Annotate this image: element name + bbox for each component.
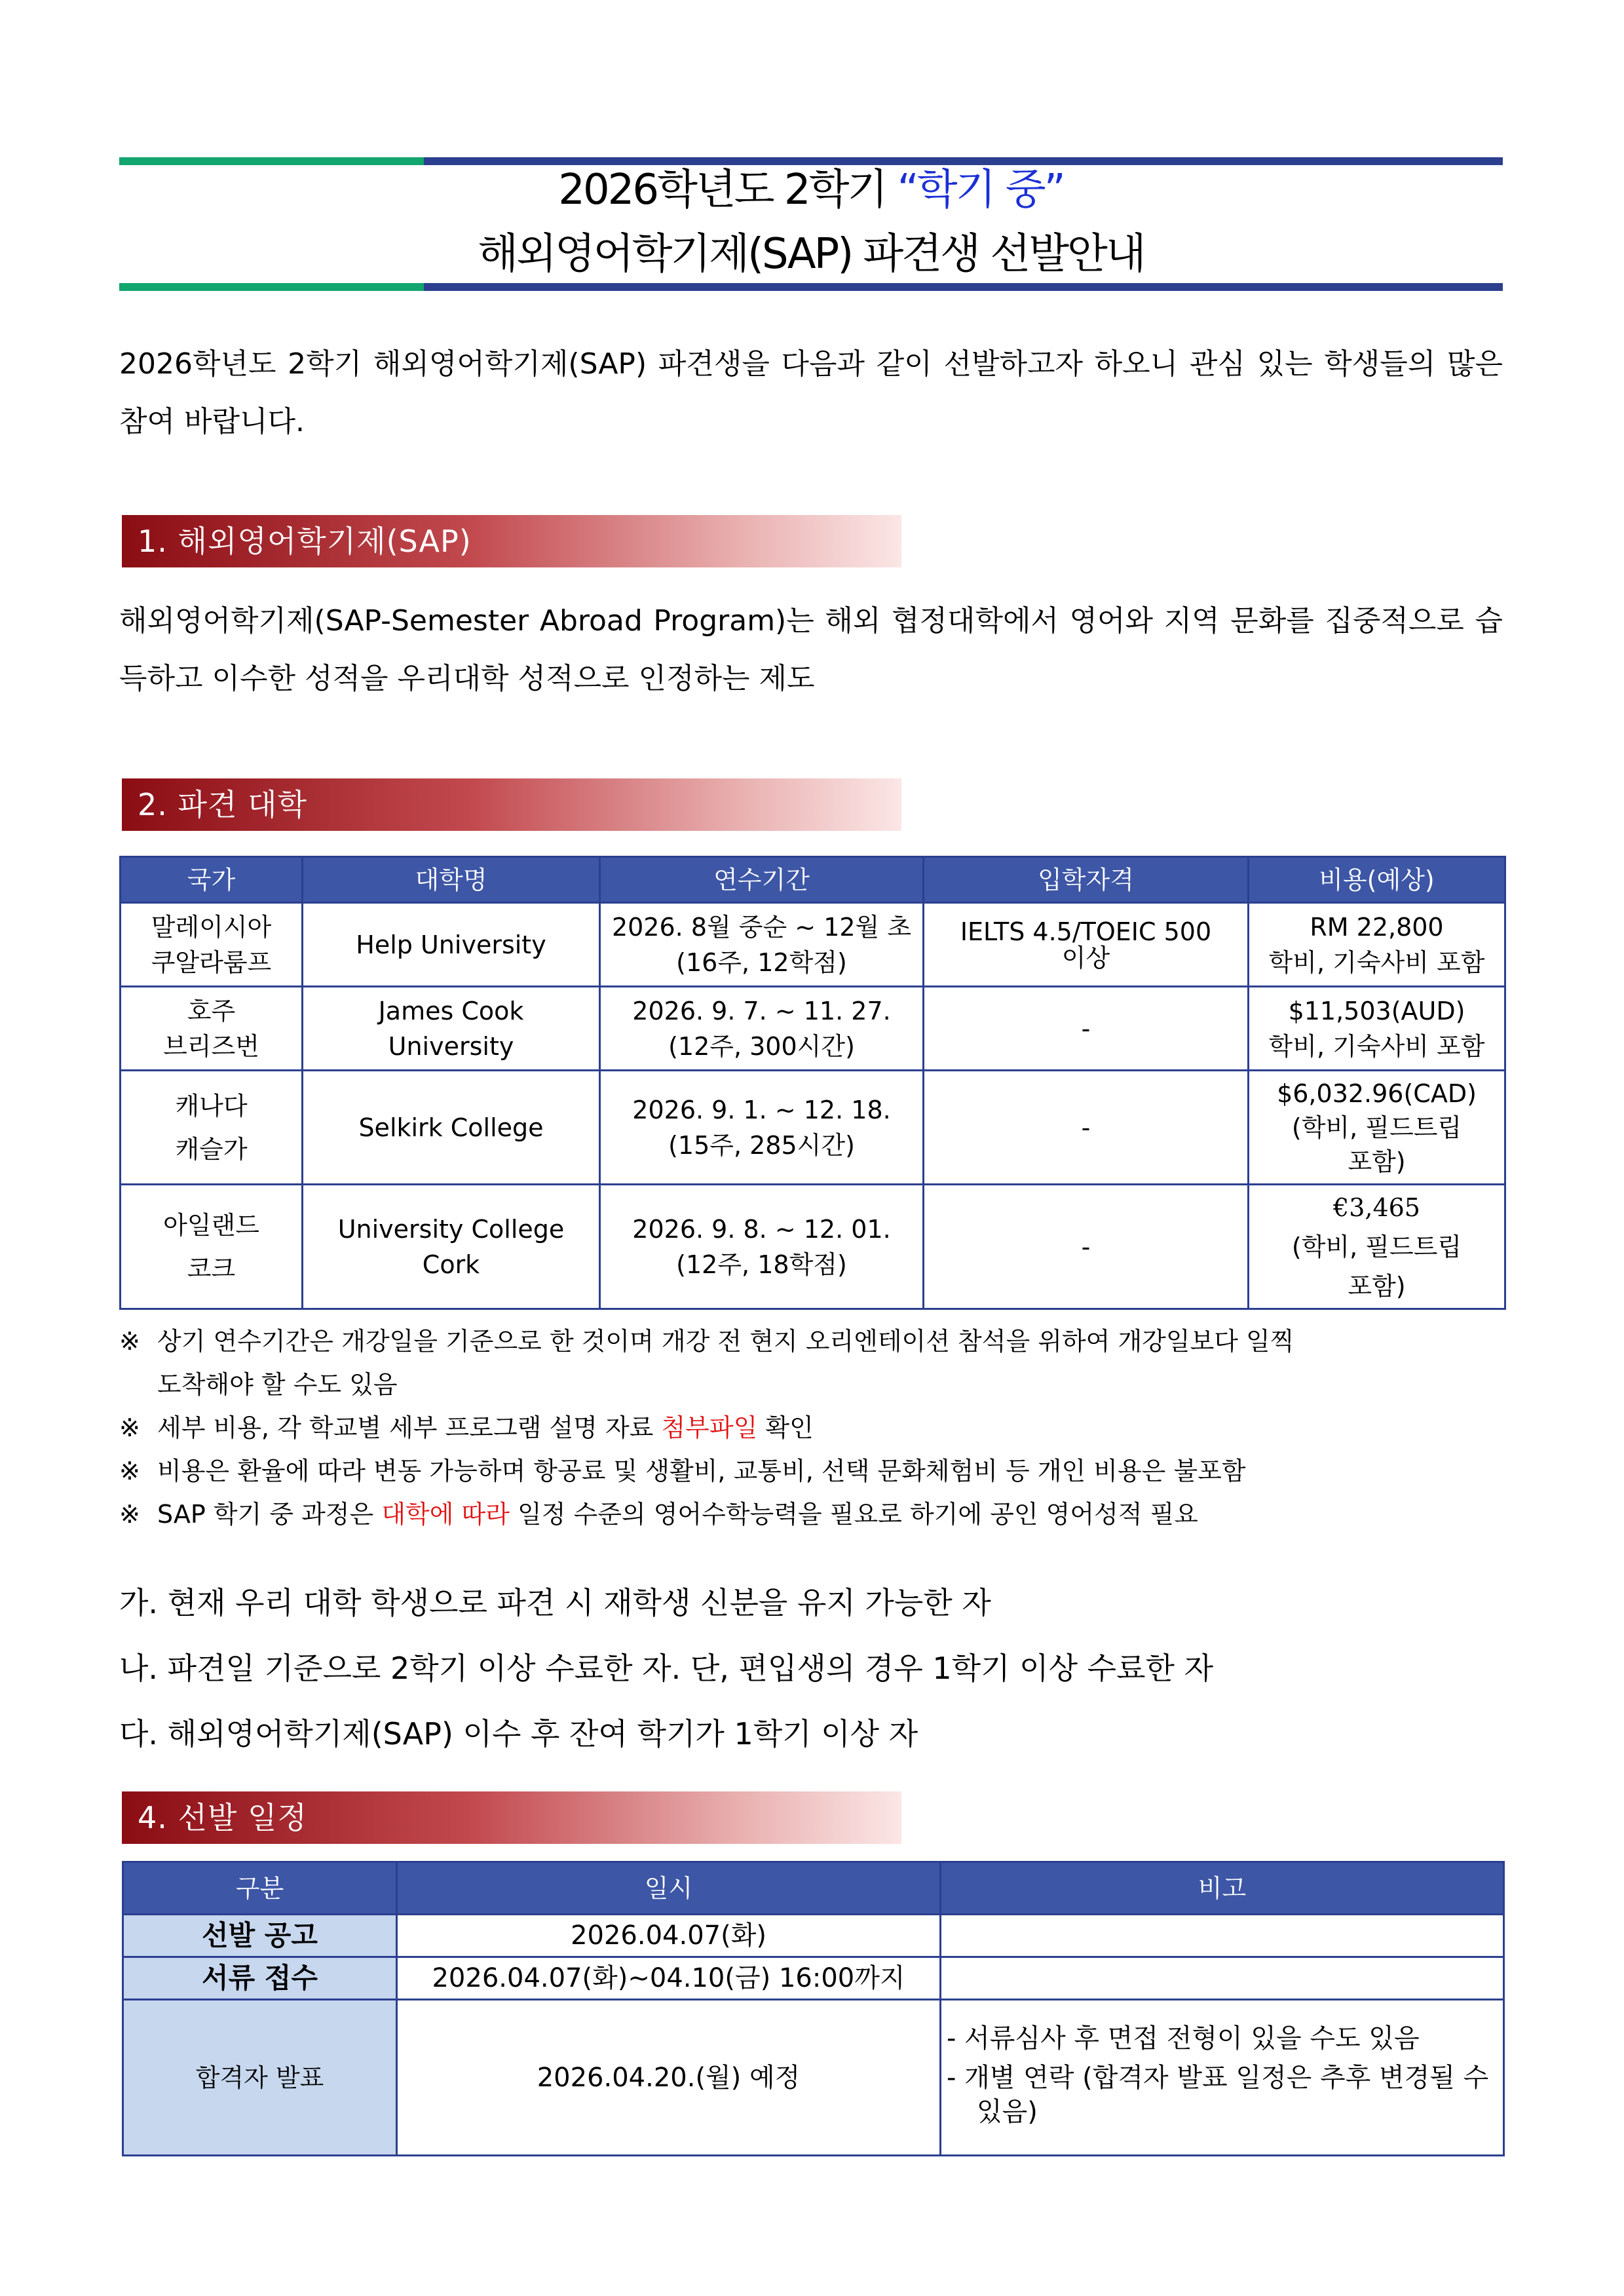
section-heading-sap: 1. 해외영어학기제(SAP) [122,515,901,567]
table-row [121,987,1505,1071]
col-header-cost: 비용(예상) [1249,857,1505,903]
table-header-row [123,1862,1504,1915]
section-heading-schedule: 4. 선발 일정 [122,1791,901,1844]
cell-period: 2026. 8월 중순 ~ 12월 초 (16주, 12학점) [600,903,924,987]
cell-requirement: IELTS 4.5/TOEIC 500 이상 [924,903,1249,987]
table-row [121,1071,1505,1185]
cell-university: Selkirk College [303,1071,600,1185]
cell-university: University College Cork [303,1185,600,1309]
col-header-date: 일시 [397,1862,941,1915]
cell-remarks [941,1957,1504,2000]
cell-remarks: - 서류심사 후 면접 전형이 있을 수도 있음 - 개별 연락 (합격자 발표 일정은 추후 변경될 수 있음) [941,2000,1504,2156]
cell-cost: €3,465 (학비, 필드트립 포함) [1249,1185,1505,1309]
table-row [123,1915,1504,1957]
col-header-requirement: 입학자격 [924,857,1249,903]
col-header-remarks: 비고 [941,1862,1504,1915]
eligibility-b: 나. 파견일 기준으로 2학기 이상 수료한 자. 단, 편입생의 경우 1학기 이상 수료한 자 [119,1651,1214,1686]
cell-period: 2026. 9. 7. ~ 11. 27. (12주, 300시간) [600,987,924,1071]
intro-paragraph: 2026학년도 2학기 해외영어학기제(SAP) 파견생을 다음과 같이 선발하고자 하오니 관심 있는 학생들의 많은 참여 바랍니다. [119,347,1503,438]
cell-country: 캐나다 캐슬가 [121,1071,303,1185]
cell-date: 2026.04.07(화)~04.10(금) 16:00까지 [397,1957,941,2000]
schedule-table [122,1861,1505,2156]
cell-date: 2026.04.20.(월) 예정 [397,2000,941,2156]
eligibility-a: 가. 현재 우리 대학 학생으로 파견 시 재학생 신분을 유지 가능한 자 [119,1585,991,1620]
cell-requirement: - [924,987,1249,1071]
sap-description: 해외영어학기제(SAP-Semester Abroad Program)는 해외 협정대학에서 영어와 지역 문화를 집중적으로 습득하고 이수한 성적을 우리대학 성적으로 인정하는 제도 [119,604,1503,695]
cell-cost: $11,503(AUD) 학비, 기숙사비 포함 [1249,987,1505,1071]
attachment-highlight: 첨부파일 [661,1413,758,1442]
cell-remarks [941,1915,1504,1957]
cell-university: James Cook University [303,987,600,1071]
title-rule-bottom [119,283,1503,291]
title-highlight: “학기 중” [897,166,1064,214]
table-row [121,1185,1505,1309]
eligibility-c: 다. 해외영어학기제(SAP) 이수 후 잔여 학기가 1학기 이상 자 [119,1716,918,1751]
note-period: ※ 상기 연수기간은 개강일을 기준으로 한 것이며 개강 전 현지 오리엔테이션 참석을 위하여 개강일보다 일찍 도착해야 할 수도 있음 [119,1327,1294,1399]
cell-period: 2026. 9. 1. ~ 12. 18. (15주, 285시간) [600,1071,924,1185]
university-table [119,856,1506,1310]
table-row [123,2000,1504,2156]
university-highlight: 대학에 따라 [381,1500,510,1529]
note-english-score: ※ SAP 학기 중 과정은 대학에 따라 일정 수준의 영어수학능력을 필요로 하기에 공인 영어성적 필요 [119,1500,1198,1529]
col-header-country: 국가 [121,857,303,903]
col-header-period: 연수기간 [600,857,924,903]
table-header-row [121,857,1505,903]
cell-category: 서류 접수 [123,1957,397,2000]
page-title-line1: 2026학년도 2학기 “학기 중” [558,166,1064,214]
section-heading-universities: 2. 파견 대학 [122,778,901,831]
table-row [121,903,1505,987]
cell-requirement: - [924,1185,1249,1309]
cell-university: Help University [303,903,600,987]
table-row [123,1957,1504,2000]
cell-cost: $6,032.96(CAD) (학비, 필드트립 포함) [1249,1071,1505,1185]
cell-date: 2026.04.07(화) [397,1915,941,1957]
note-exchange-rate: ※ 비용은 환율에 따라 변동 가능하며 항공료 및 생활비, 교통비, 선택 문화체험비 등 개인 비용은 불포함 [119,1457,1246,1485]
cell-country: 호주 브리즈번 [121,987,303,1071]
cell-country: 말레이시아 쿠알라룸프 [121,903,303,987]
cell-category: 선발 공고 [123,1915,397,1957]
cell-period: 2026. 9. 8. ~ 12. 01. (12주, 18학점) [600,1185,924,1309]
title-rule-top [119,157,1503,165]
cell-cost: RM 22,800 학비, 기숙사비 포함 [1249,903,1505,987]
cell-category: 합격자 발표 [123,2000,397,2156]
cell-requirement: - [924,1071,1249,1185]
cell-country: 아일랜드 코크 [121,1185,303,1309]
note-attachment: ※ 세부 비용, 각 학교별 세부 프로그램 설명 자료 첨부파일 확인 [119,1413,814,1442]
page-title-line2: 해외영어학기제(SAP) 파견생 선발안내 [478,230,1144,278]
col-header-university: 대학명 [303,857,600,903]
col-header-category: 구분 [123,1862,397,1915]
